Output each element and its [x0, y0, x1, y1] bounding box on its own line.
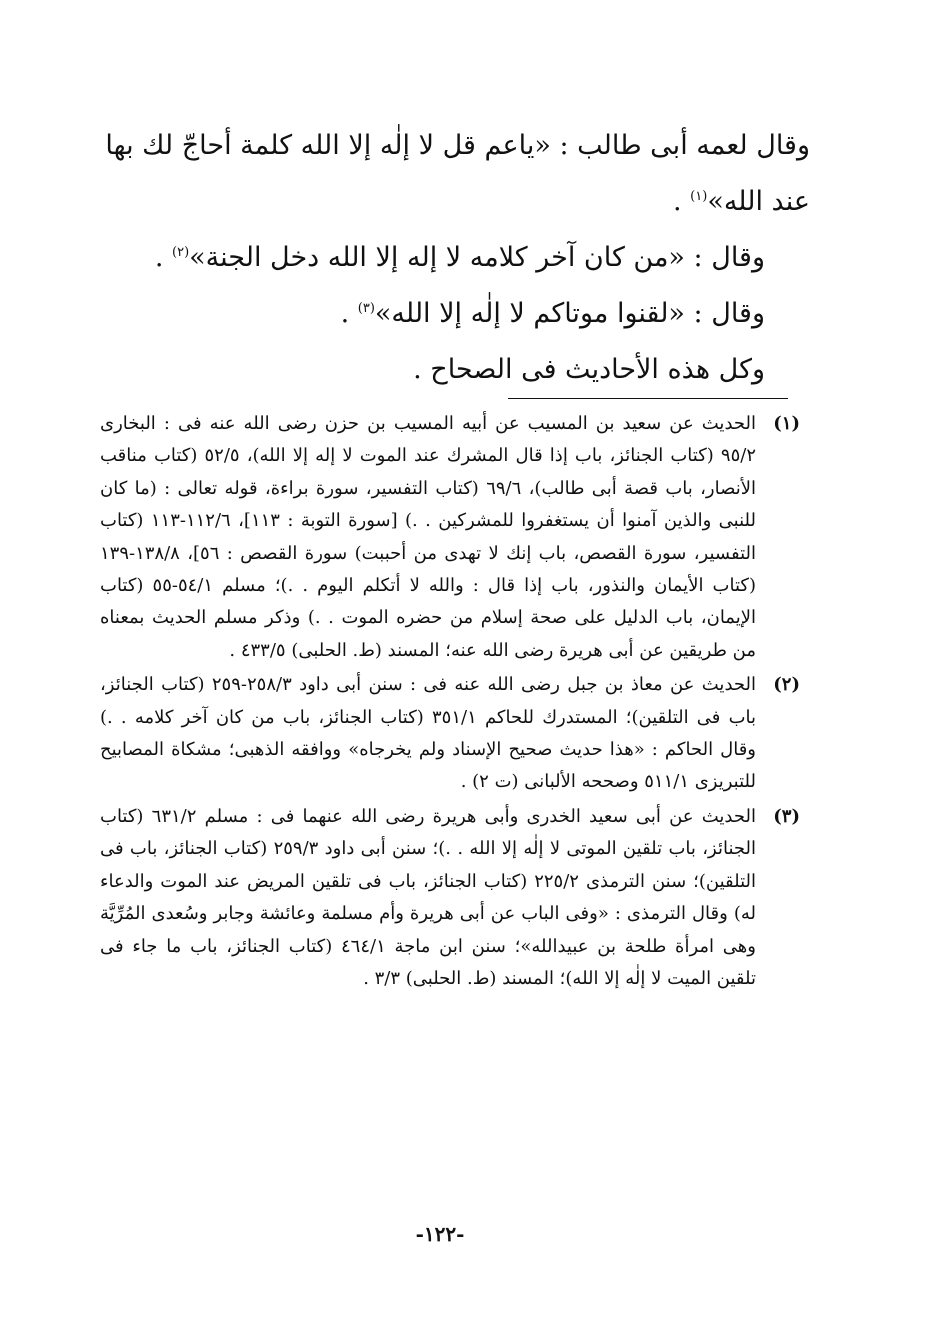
main-text [95, 118, 810, 398]
footnote-ref-2: (٢) [172, 245, 190, 260]
footnote-number: (١) [773, 413, 800, 434]
page-number: -١٢٢- [415, 1222, 465, 1246]
paragraph-4-text: وكل هذه الأحاديث فى الصحاح . [413, 354, 765, 385]
footnote-text: الحديث عن سعيد بن المسيب عن أبيه المسيب بن حزن رضى الله عنه فى : البخارى ٩٥/٢ (كتاب الجنائز، باب إذا قال المشرك عند الموت لا إله إلا الله)، ٥٢/٥ (كتاب مناقب الأنصار، باب قصة أبى طالب)، ٦٩/٦ (كتاب التفسير، سورة براءة، قوله تعالى : (ما كان للنبى والذين آمنوا أن يستغفروا للمشركين . .) [سورة التوبة : ١١٣]، ١١٢/٦-١١٣ (كتاب التفسير، سورة القصص، باب إنك لا تهدى من أحببت) سورة القصص : ٥٦]، ١٣٨/٨-١٣٩ (كتاب الأيمان والنذور، باب إذا قال : والله لا أتكلم اليوم . .)؛ مسلم ٥٤/١-٥٥ (كتاب الإيمان، باب الدليل على صحة إسلام من حضره الموت . .) وذكر مسلم الحديث بمعناه من طريقين عن أبى هريرة رضى الله عنه؛ المسند (ط. الحلبى) ٤٣٣/٥ . [100, 413, 756, 661]
footnote-3 [100, 801, 800, 995]
paragraph-2 [95, 230, 810, 286]
footnote-text: الحديث عن معاذ بن جبل رضى الله عنه فى : سنن أبى داود ٢٥٨/٣-٢٥٩ (كتاب الجنائز، باب فى التلقين)؛ المستدرك للحاكم ٣٥١/١ (كتاب الجنائز، باب من كان آخر كلامه . .) وقال الحاكم : «هذا حديث صحيح الإسناد ولم يخرجاه» ووافقه الذهبى؛ مشكاة المصابيح للتبريزى ٥١١/١ وصححه الألبانى (ت ٢) . [100, 674, 757, 793]
footnote-2 [100, 669, 800, 799]
footnote-number: (٣) [773, 805, 800, 827]
footnote-ref-1: (١) [690, 189, 708, 204]
paragraph-1-end: . [673, 186, 691, 217]
paragraph-4 [95, 342, 810, 398]
footnotes [100, 408, 800, 997]
footnote-1 [100, 408, 800, 667]
footnote-ref-3: (٣) [357, 301, 375, 316]
paragraph-3-text: وقال : «لقنوا موتاكم لا إلٰه إلا الله» [374, 298, 765, 329]
paragraph-2-text: وقال : «من كان آخر كلامه لا إله إلا الله دخل الجنة» [189, 242, 765, 273]
paragraph-3 [95, 286, 810, 342]
paragraph-3-end: . [340, 298, 358, 329]
footnote-text: الحديث عن أبى سعيد الخدرى وأبى هريرة رضى الله عنهما فى : مسلم ٦٣١/٢ (كتاب الجنائز، باب تلقين الموتى لا إلٰه إلا الله . .)؛ سنن أبى داود ٢٥٩/٣ (كتاب الجنائز، باب فى التلقين)؛ سنن الترمذى ٢٢٥/٢ (كتاب الجنائز، باب فى تلقين المريض عند الموت والدعاء له) وقال الترمذى : «وفى الباب عن أبى هريرة وأم مسلمة وعائشة وجابر وسُعدى المُرِّيَّة وهى امرأة طلحة بن عبيدالله»؛ سنن ابن ماجة ٤٦٤/١ (كتاب الجنائز، باب ما جاء فى تلقين الميت لا إلٰه إلا الله)؛ المسند (ط. الحلبى) ٣/٣ . [100, 805, 756, 989]
paragraph-2-end: . [154, 242, 173, 273]
footnote-separator [508, 398, 788, 399]
paragraph-1-text: وقال لعمه أبى طالب : «ياعم قل لا إلٰه إلا الله كلمة أحاجّ لك بها عند الله» [105, 130, 810, 217]
paragraph-1 [95, 118, 810, 230]
footnote-number: (٢) [773, 674, 800, 696]
